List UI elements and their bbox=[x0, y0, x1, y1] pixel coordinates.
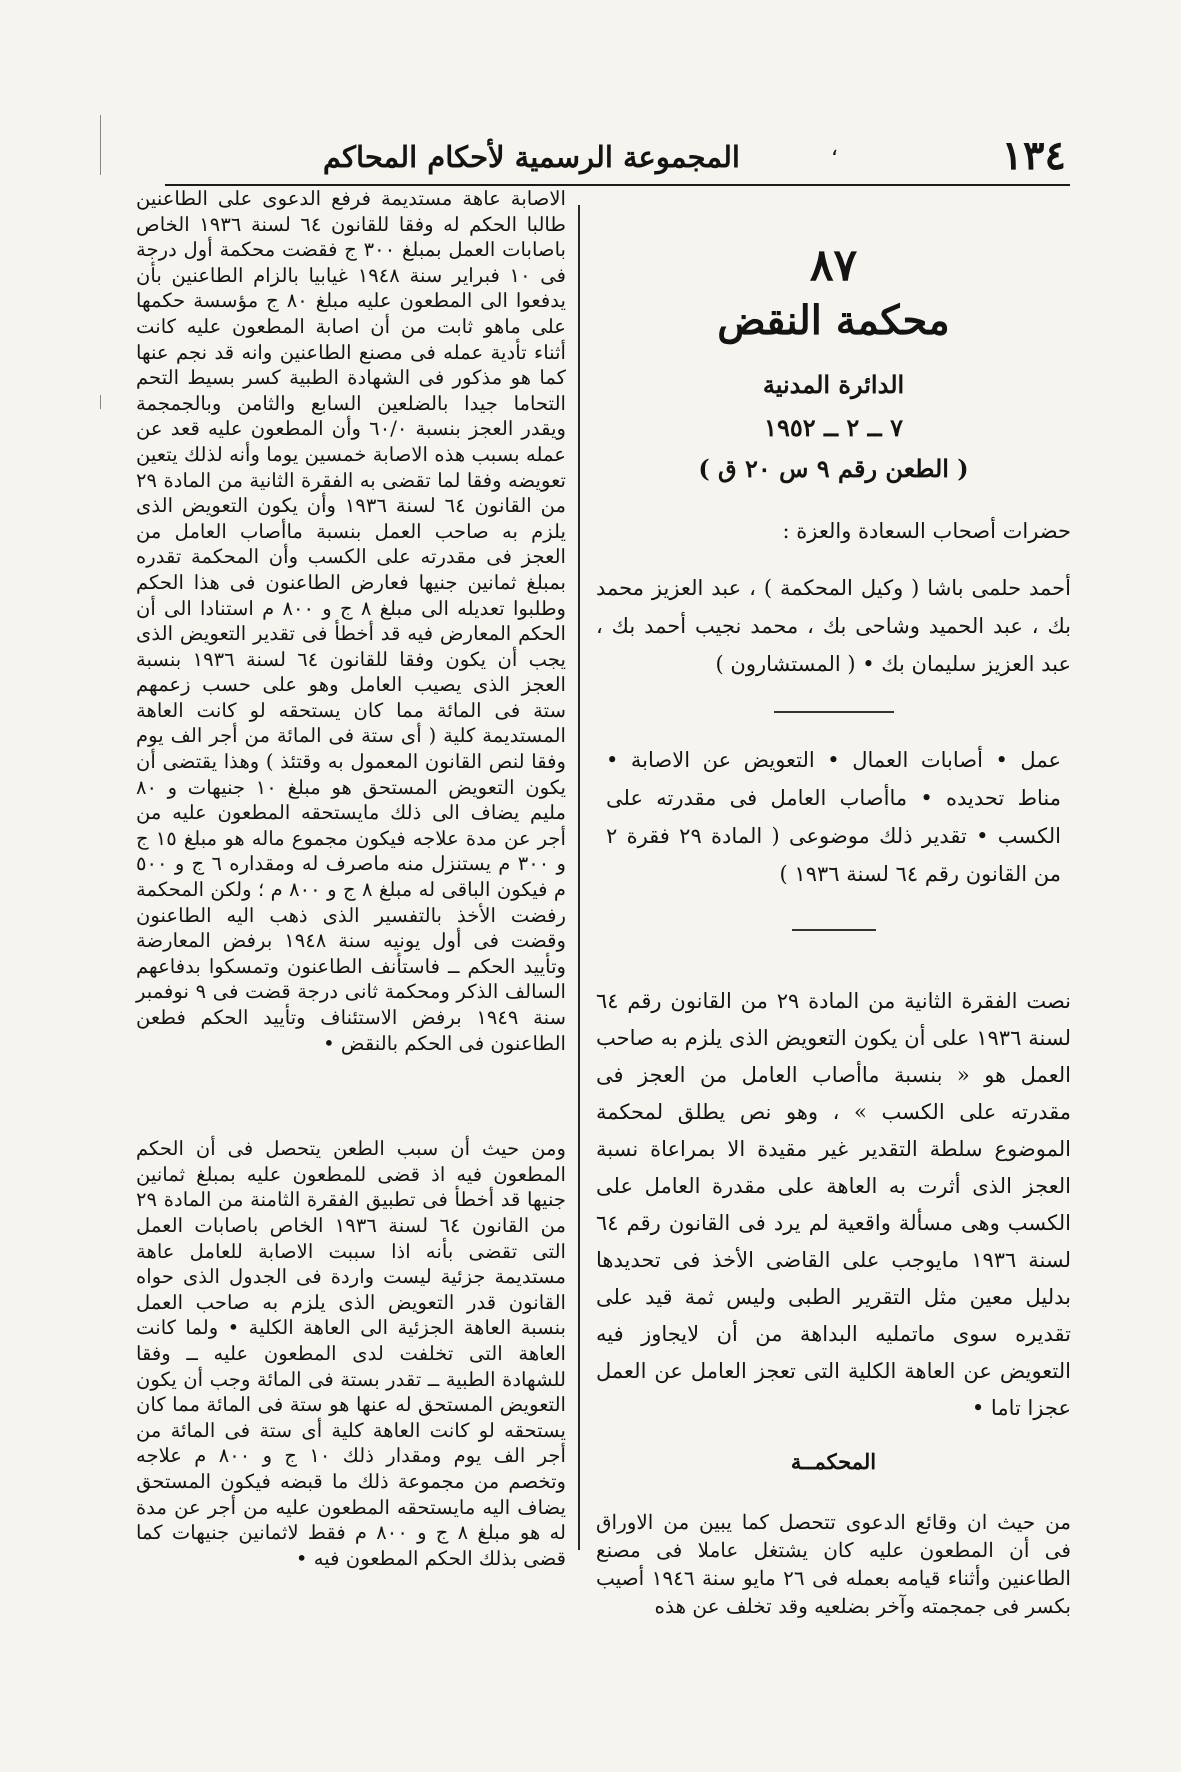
judgment-text: من حيث ان وقائع الدعوى تتحصل كما يبين من الاوراق فى أن المطعون عليه كان يشتغل عاملا فى مصنع الطاعنين وأثناء قيامه بعمله فى ٢٦ مايو سنة ١٩٤٦ أصيب بكسر فى جمجمته وآخر بضلعيه وقد تخلف عن هذه bbox=[596, 1510, 1071, 1618]
section-divider bbox=[792, 929, 876, 931]
panel-intro: حضرات أصحاب السعادة والعزة : bbox=[782, 519, 1071, 543]
court-name: محكمة النقض bbox=[717, 297, 950, 344]
judgment-date: ٧ ــ ٢ ــ ١٩٥٢ bbox=[764, 413, 903, 442]
header-mark: ، bbox=[830, 136, 838, 161]
judgment-heading: المحكمــة bbox=[790, 1449, 877, 1474]
section-divider bbox=[774, 711, 894, 713]
headnote: عمل • أصابات العمال • التعويض عن الاصابة • مناط تحديده • ماأصاب العامل فى مقدرته على الكسب • تقدير ذلك موضوعى ( المادة ٢٩ فقرة ٢ من القانون رقم ٦٤ لسنة ١٩٣٦ ) bbox=[606, 748, 1061, 886]
left-column bbox=[136, 186, 566, 1571]
margin-mark bbox=[100, 395, 101, 409]
appeal-number: ( الطعن رقم ٩ س ٢٠ ق ) bbox=[698, 454, 969, 483]
right-column bbox=[596, 200, 1071, 1620]
body-paragraph: ومن حيث أن سبب الطعن يتحصل فى أن الحكم المطعون فيه اذ قضى للمطعون عليه بمبلغ ثمانين جنيها قد أخطأ فى تطبيق الفقرة الثامنة من المادة ٢٩ من القانون ٦٤ لسنة ١٩٣٦ الخاص باصابات العمل التى تقضى بأنه اذا سببت الاصابة للعامل عاهة مستديمة جزئية ليست واردة فى الجدول الذى حواه القانون قدر التعويض الذى يلزم به صاحب العمل بنسبة العاهة الجزئية الى العاهة الكلية • ولما كانت العاهة التى تخلفت لدى المطعون عليه ــ وفقا للشهادة الطبية ــ تقدر بستة فى المائة وجب أن يكون التعويض المستحق له عنها هو ستة فى المائة مما كان يستحقه لو كانت العاهة كلية أى ستة فى المائة من أجر الف يوم ومقدار ذلك ١٠ ج و ٨٠٠ م علاجه وتخصم من مجموعة ذلك ما قبضه فيكون المستحق يضاف اليه مايستحقه المطعون عليه من أجر عن مدة له هو مبلغ ٨ ج و ٨٠٠ م فقط لاثمانين جنيهات كما قضى بذلك الحكم المطعون فيه • bbox=[136, 1137, 567, 1570]
running-title: المجموعة الرسمية لأحكام المحاكم bbox=[322, 140, 740, 174]
circuit-name: الدائرة المدنية bbox=[762, 370, 905, 399]
legal-summary: نصت الفقرة الثانية من المادة ٢٩ من القانون رقم ٦٤ لسنة ١٩٣٦ على أن يكون التعويض الذى يلزم به صاحب العمل هو « بنسبة ماأصاب العامل من العجز فى مقدرته على الكسب » ، وهو نص يطلق لمحكمة الموضوع سلطة التقدير غير مقيدة الا بمراعاة نسبة العجز الذى أثرت به العاهة على مقدرة العامل على الكسب وهى مسألة واقعية لم يرد فى القانون رقم ٦٤ لسنة ١٩٣٦ مايوجب على القاضى الأخذ فى تحديدها بدليل معين مثل التقرير الطبى وليس ثمة قيد على تقديره سوى ماتمليه البداهة من أن لايجاوز فيه التعويض عن العاهة الكلية التى تعجز العامل عن العمل عجزا تاما • bbox=[596, 989, 1071, 1420]
page-number: ١٣٤ bbox=[1001, 132, 1066, 179]
panel-members: أحمد حلمى باشا ( وكيل المحكمة ) ، عبد العزيز محمد بك ، عبد الحميد وشاحى بك ، محمد نجيب أحمد بك ، عبد العزيز سليمان بك • ( المستشارون ) bbox=[596, 576, 1071, 676]
body-paragraph: الاصابة عاهة مستديمة فرفع الدعوى على الطاعنين طالبا الحكم له وفقا للقانون ٦٤ لسنة ١٩٣٦ الخاص باصابات العمل بمبلغ ٣٠٠ ج فقضت محكمة أول درجة فى ١٠ فبراير سنة ١٩٤٨ غيابيا بالزام الطاعنين بأن يدفعوا الى المطعون عليه مبلغ ٨٠ ج مؤسسة حكمها على ماهو ثابت من أن اصابة المطعون عليه كانت أثناء تأدية عمله فى مصنع الطاعنين وانه قد نجم عنها كما هو مذكور فى الشهادة الطبية كسر بسيط التحم التحاما جيدا بالضلعين السابع والثامن وبالجمجمة ويقدر العجز بنسبة ٦٠/٠ وأن المطعون عليه قعد عن عمله بسبب هذه الاصابة خمسين يوما وأنه لذلك يتعين تعويضه وفقا لما تقضى به الفقرة الثانية من المادة ٢٩ من القانون ٦٤ لسنة ١٩٣٦ وأن يكون التعويض الذى يلزم به صاحب العمل بنسبة ماأصاب العامل من العجز فى مقدرته على الكسب وأن المحكمة تقدره بمبلغ ثمانين جنيها فعارض الطاعنون فى هذا الحكم وطلبوا تعديله الى مبلغ ٨ ج و ٨٠٠ م استنادا الى أن الحكم المعارض فيه قد أخطأ فى تقدير التعويض الذى يجب أن يكون وفقا للقانون ٦٤ لسنة ١٩٣٦ بنسبة العجز الذى يصيب العامل وهو على حسب زعمهم ستة فى المائة مما كان يستحقه لو كانت العاهة المستديمة كلية ( أى ستة فى المائة من أجر الف يوم وفقا لنص القانون المعمول به وقتئذ ) وهذا يقتضى أن يكون التعويض المستحق هو مبلغ ١٠ جنيهات و ٨٠ مليم يضاف الى ذلك مايستحقه المطعون عليه من أجر عن مدة علاجه فيكون مجموع ماله هو مبلغ ١٥ ج و ٣٠٠ م يستنزل منه ماصرف له ومقداره ٦ ج و ٥٠٠ م فيكون الباقى له مبلغ ٨ ج و ٨٠٠ م ؛ ولكن المحكمة رفضت الأخذ بالتفسير الذى ذهب اليه الطاعنون وقضت فى أول يونيه سنة ١٩٤٨ برفض المعارضة وتأييد الحكم ــ فاستأنف الطاعنون وتمسكوا بدفاعهم السالف الذكر ومحكمة ثانى درجة قضت فى ٩ نوفمبر سنة ١٩٤٩ برفض الاستئناف وتأييد الحكم فطعن الطاعنون فى الحكم بالنقض • bbox=[136, 187, 567, 1055]
margin-mark bbox=[100, 115, 101, 175]
case-number: ٨٧ bbox=[809, 240, 858, 291]
column-divider bbox=[578, 205, 580, 1550]
page-header bbox=[165, 132, 1070, 186]
